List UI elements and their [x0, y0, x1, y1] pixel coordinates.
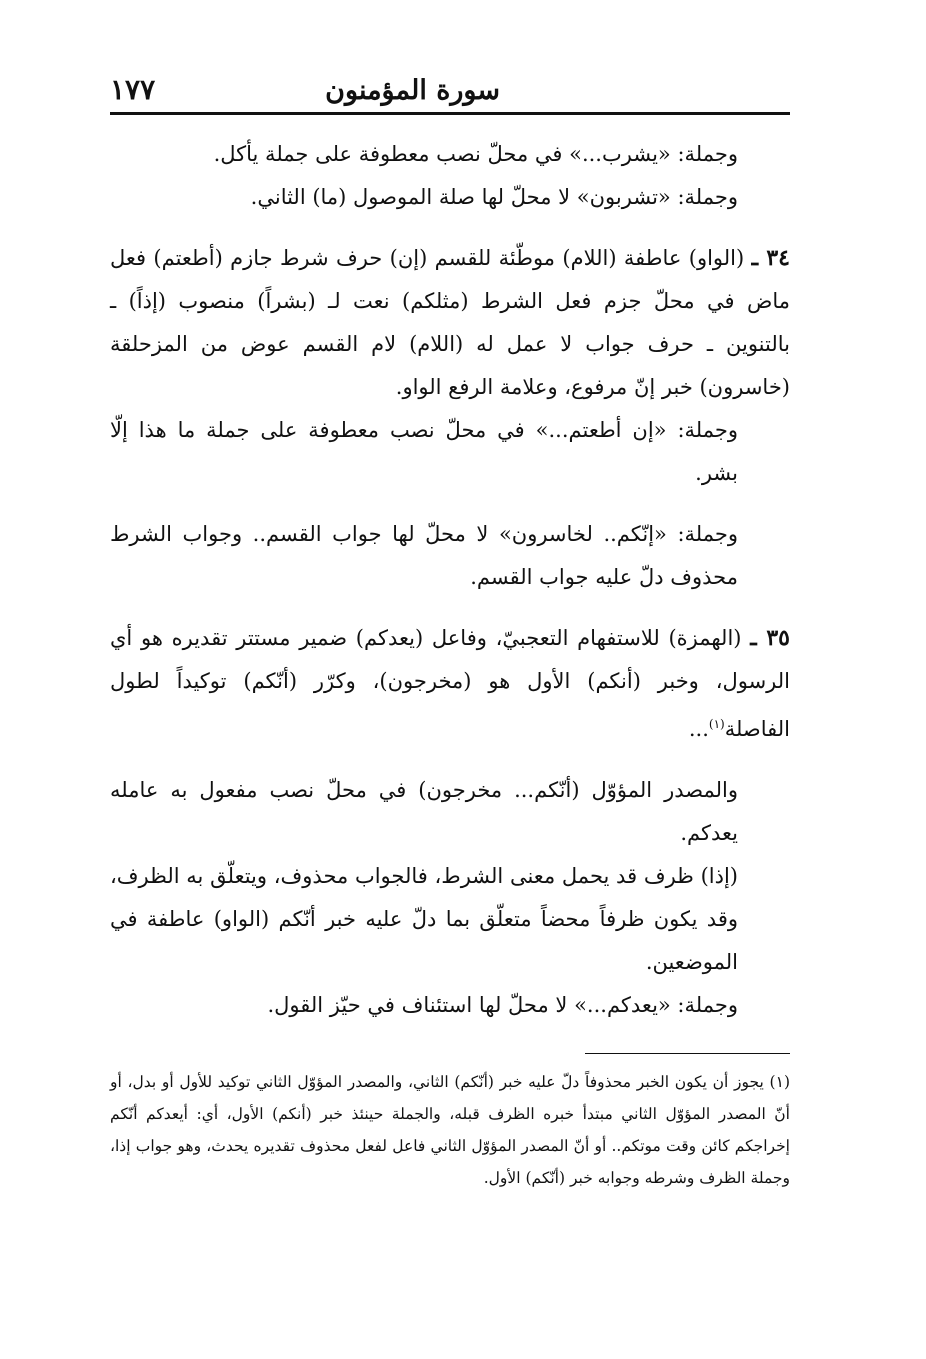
page-header — [110, 62, 790, 106]
verse-35-text: (الهمزة) للاستفهام التعجبيّ، وفاعل (يعدكم) ضمير مستتر تقديره هو أي الرسول، وخبر (أنكم) الأول هو (مخرجون)، وكرّر (أنّكم) توكيداً لطول الفاصلة — [110, 626, 790, 741]
verse-35-jumla: وجملة: «يعدكم...» لا محلّ لها استئناف في حيّز القول. — [267, 993, 738, 1017]
verse-34-paragraph — [110, 237, 790, 409]
verse-35-block — [110, 617, 790, 1027]
verse-35-paragraph — [110, 617, 790, 751]
verse-number: ٣٤ ـ — [751, 245, 790, 271]
footnote-ref: (١) — [708, 717, 725, 731]
footnote-rule — [585, 1053, 790, 1054]
verse-34-text: (الواو) عاطفة (اللام) موطّئة للقسم (إن) حرف شرط جازم (أطعتم) فعل ماض في محلّ جزم فعل الشرط (مثلكم) نعت لـ (بشراً) منصوب (إذاً) ـ بالتنوين ـ حرف جواب لا عمل له (اللام) لام القسم عوض من المزحلقة (خاسرون) خبر إنّ مرفوع، وعلامة الرفع الواو. — [110, 246, 790, 399]
intro-line: وجملة: «يشرب...» في محلّ نصب معطوفة على جملة يأكل. — [213, 142, 738, 166]
header-rule — [110, 112, 790, 115]
idha-paragraph: (إذا) ظرف قد يحمل معنى الشرط، فالجواب محذوف، ويتعلّق به الظرف، وقد يكون ظرفاً محضاً متعلّق بما دلّ عليه خبر أنّكم (الواو) عاطفة في الموضعين. — [110, 864, 738, 974]
page-body — [110, 133, 790, 1027]
verse-number: ٣٥ ـ — [750, 625, 790, 651]
intro-line: وجملة: «تشربون» لا محلّ لها صلة الموصول (ما) الثاني. — [250, 185, 738, 209]
verse-34-block — [110, 237, 790, 599]
surah-title: سورة المؤمنون — [325, 75, 500, 106]
verse-34-jumla: وجملة: «إن أطعتم...» في محلّ نصب معطوفة على جملة ما هذا إلّا بشر. — [110, 418, 738, 485]
verse-34-jumla: وجملة: «إنّكم.. لخاسرون» لا محلّ لها جواب القسم.. وجواب الشرط محذوف دلّ عليه جواب القسم. — [110, 522, 738, 589]
masdar-paragraph: والمصدر المؤوّل (أنّكم... مخرجون) في محلّ نصب مفعول به عامله يعدكم. — [110, 778, 738, 845]
verse-35-tail: ... — [688, 717, 709, 741]
footnote: (١) يجوز أن يكون الخبر محذوفاً دلّ عليه خبر (أنّكم) الثاني، والمصدر المؤوّل الثاني توكيد للأول أو بدل، أو أنّ المصدر المؤوّل الثاني مبتدأ خبره الظرف قبله، والجملة حينئذ خبر (أنكم) الأول، أي: أيعدكم أنّكم إخراجكم كائن وقت موتكم.. أو أنّ المصدر المؤوّل الثاني فاعل لفعل محذوف تقديره يحدث، وهو جواب إذا، وجملة الظرف وشرطه وجوابه خبر (أنّكم) الأول. — [110, 1073, 790, 1187]
page-number: ١٧٧ — [110, 73, 156, 106]
